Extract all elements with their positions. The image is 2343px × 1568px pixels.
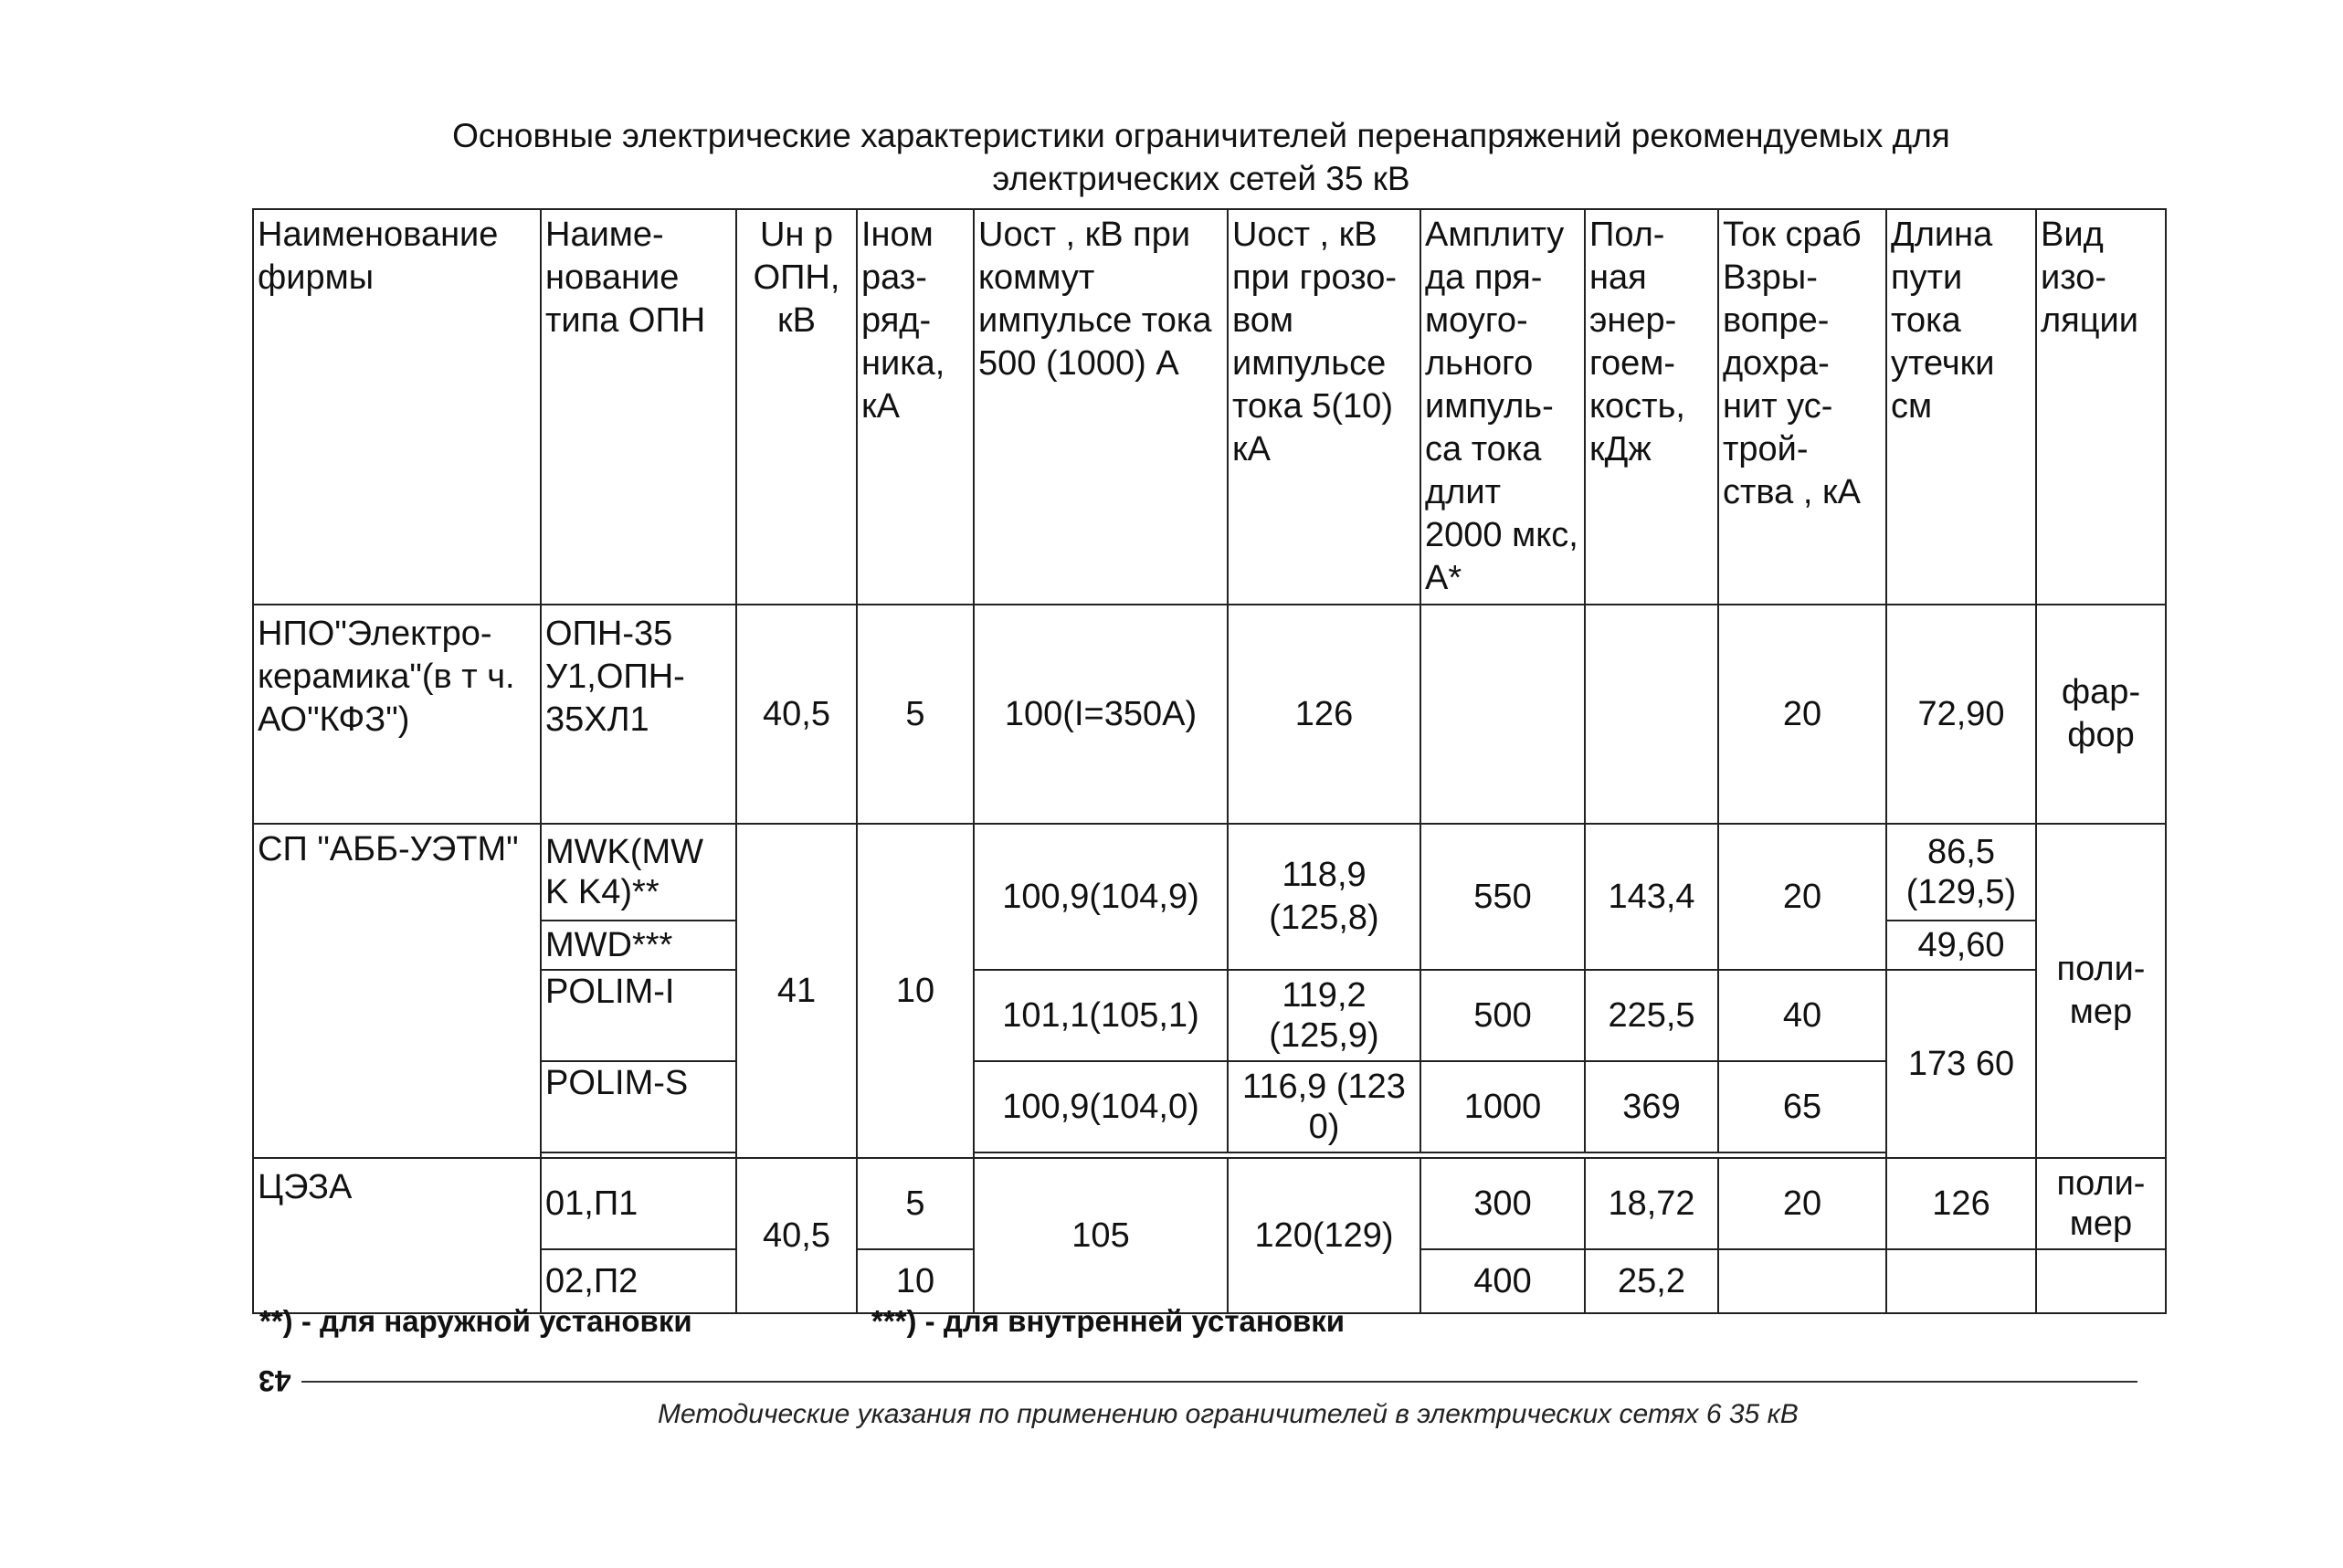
header-insulation: Вид изо- ляции xyxy=(2036,209,2166,605)
abb-mwk-amplitude: 550 xyxy=(1420,824,1585,970)
abb-inom: 10 xyxy=(857,824,974,1158)
abb-polim-s-ucomm: 100,9(104,0) xyxy=(974,1061,1228,1152)
cez-insulation-2 xyxy=(2036,1249,2166,1313)
cez-insulation: поли- мер xyxy=(2036,1158,2166,1249)
abb-mwk-type: MWK(MW K K4)** xyxy=(541,824,736,921)
abb-polim-i-energy: 225,5 xyxy=(1585,970,1718,1061)
npo-firm: НПО"Электро- керамика"(в т ч. АО"КФЗ") xyxy=(253,605,541,824)
abb-mwk-energy: 143,4 xyxy=(1585,824,1718,970)
npo-type: ОПН-35 У1,ОПН- 35ХЛ1 xyxy=(541,605,736,824)
header-type: Наиме- нование типа ОПН xyxy=(541,209,736,605)
cez-energy-1: 18,72 xyxy=(1585,1158,1718,1249)
table-title-line-2: электрических сетей 35 кВ xyxy=(992,160,1410,197)
abb-insulation: поли- мер xyxy=(2036,824,2166,1158)
header-un: Uн р ОПН, кВ xyxy=(736,209,857,605)
cez-type-2: 02,П2 xyxy=(541,1249,736,1313)
header-amplitude: Амплиту да пря- моуго- льного импуль- са тока длит 2000 мкс, А* xyxy=(1420,209,1585,605)
abb-mwk-ugroz: 118,9 (125,8) xyxy=(1228,824,1420,970)
cez-amplitude-1: 300 xyxy=(1420,1158,1585,1249)
npo-energy xyxy=(1585,605,1718,824)
abb-firm: СП "АББ-УЭТМ" xyxy=(253,824,541,1158)
header-trip-current: Ток сраб Взры- вопре- дохра- нит ус- трой- ства , кА xyxy=(1718,209,1886,605)
abb-mwk-leakage-length: 86,5 (129,5) xyxy=(1886,824,2036,921)
abb-polim-s-amplitude: 1000 xyxy=(1420,1061,1585,1152)
header-firm: Наименование фирмы xyxy=(253,209,541,605)
abb-polim-s-type: POLIM-S xyxy=(541,1061,736,1152)
npo-ucomm: 100(I=350A) xyxy=(974,605,1228,824)
abb-polim-i-trip-current: 40 xyxy=(1718,970,1886,1061)
table-row-abb-polim-i xyxy=(253,970,2166,1061)
abb-mwd-type: MWD*** xyxy=(541,921,736,970)
abb-polim-i-type: POLIM-I xyxy=(541,970,736,1061)
cez-leakage-length-1: 126 xyxy=(1886,1158,2036,1249)
abb-polim-s-energy: 369 xyxy=(1585,1061,1718,1152)
abb-mwk-ucomm: 100,9(104,9) xyxy=(974,824,1228,970)
abb-polim-s-trip-current: 65 xyxy=(1718,1061,1886,1152)
table-row-abb-polim-s xyxy=(253,1061,2166,1152)
cez-ugroz: 120(129) xyxy=(1228,1158,1420,1313)
abb-polim-i-ucomm: 101,1(105,1) xyxy=(974,970,1228,1061)
header-leakage-length: Длина пути тока утечки см xyxy=(1886,209,2036,605)
cez-un: 40,5 xyxy=(736,1158,857,1313)
table-row-abb-mwk xyxy=(253,824,2166,921)
npo-trip-current: 20 xyxy=(1718,605,1886,824)
npo-insulation: фар- фор xyxy=(2036,605,2166,824)
abb-polim-i-ugroz: 119,2 (125,9) xyxy=(1228,970,1420,1061)
table-row-npo xyxy=(253,605,2166,824)
cez-trip-current-1: 20 xyxy=(1718,1158,1886,1249)
cez-amplitude-2: 400 xyxy=(1420,1249,1585,1313)
cez-firm: ЦЭЗА xyxy=(253,1158,541,1313)
abb-polim-i-amplitude: 500 xyxy=(1420,970,1585,1061)
cez-energy-2: 25,2 xyxy=(1585,1249,1718,1313)
cez-inom-2: 10 xyxy=(857,1249,974,1313)
cez-ucomm: 105 xyxy=(974,1158,1228,1313)
npo-inom: 5 xyxy=(857,605,974,824)
header-ucomm: Uост , кВ при коммут импульсе тока 500 (1000) А xyxy=(974,209,1228,605)
npo-un: 40,5 xyxy=(736,605,857,824)
header-row xyxy=(253,209,2166,605)
header-energy: Пол- ная энер- гоем- кость, кДж xyxy=(1585,209,1718,605)
cez-type-1: 01,П1 xyxy=(541,1158,736,1249)
characteristics-table xyxy=(252,208,2167,1314)
table-row-cez-1 xyxy=(253,1158,2166,1249)
abb-polim-leakage-length: 173 60 xyxy=(1886,970,2036,1158)
npo-amplitude xyxy=(1420,605,1585,824)
footnote-outdoor: **) - для наружной установки xyxy=(259,1304,692,1338)
cez-inom-1: 5 xyxy=(857,1158,974,1249)
running-footer: Методические указания по применению ограничителей в электрических сетях 6 35 кВ xyxy=(658,1399,1799,1429)
header-ugroz: Uост , кВ при грозо- вом импульсе тока 5(10) кА xyxy=(1228,209,1420,605)
abb-polim-s-ugroz: 116,9 (123 0) xyxy=(1228,1061,1420,1152)
footnote-indoor: ***) - для внутренней установки xyxy=(871,1304,1346,1338)
npo-leakage-length: 72,90 xyxy=(1886,605,2036,824)
cez-leakage-length-2 xyxy=(1886,1249,2036,1313)
abb-mwd-leakage-length: 49,60 xyxy=(1886,921,2036,970)
abb-mwk-trip-current: 20 xyxy=(1718,824,1886,970)
table-title-line-1: Основные электрические характеристики ограничителей перенапряжений рекомендуемых для xyxy=(452,117,1950,154)
npo-ugroz: 126 xyxy=(1228,605,1420,824)
abb-un: 41 xyxy=(736,824,857,1158)
header-inom: Iном раз- ряд- ника, кА xyxy=(857,209,974,605)
footer-rule xyxy=(301,1381,2137,1383)
cez-trip-current-2 xyxy=(1718,1249,1886,1313)
page-number: 43 xyxy=(259,1364,291,1397)
